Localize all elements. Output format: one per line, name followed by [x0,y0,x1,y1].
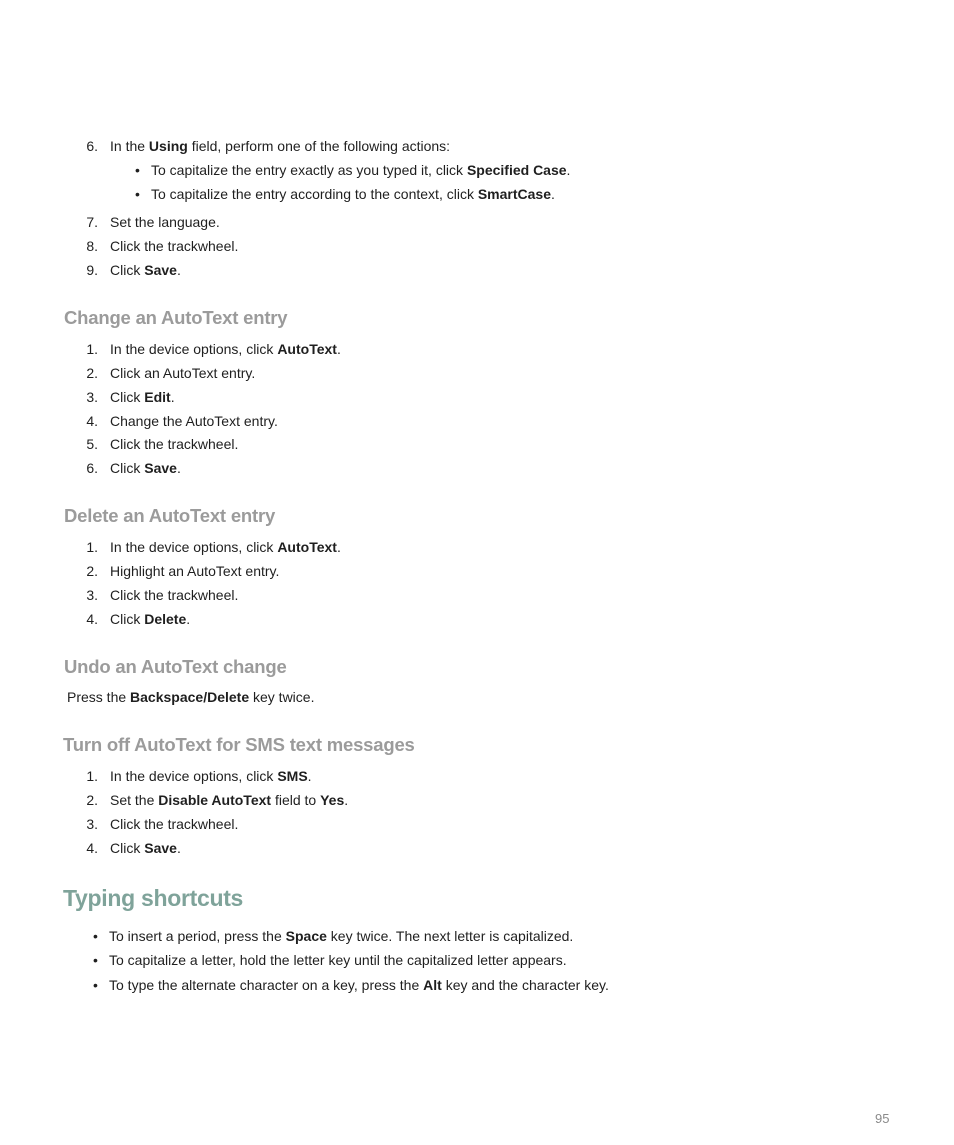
page-number: 95 [875,1111,890,1126]
bullet-text: To capitalize the entry according to the context, click SmartCase. [151,186,555,202]
step-text: Click Save. [110,262,181,278]
step-number: 1. [86,539,98,555]
bullet-marker: • [93,928,98,944]
section-heading-delete: Delete an AutoText entry [64,505,276,526]
bullet-marker: • [93,977,98,993]
step-number: 2. [86,563,98,579]
step-text: Change the AutoText entry. [110,413,278,429]
step-text: Click an AutoText entry. [110,365,256,381]
section-heading-change: Change an AutoText entry [64,307,288,328]
step-text: Click the trackwheel. [110,238,239,254]
bullet-marker: • [93,952,98,968]
step-text: Click Save. [110,840,181,856]
step-number: 4. [86,611,98,627]
step-number: 2. [86,365,98,381]
step-text: Click the trackwheel. [110,587,239,603]
bullet-text: To type the alternate character on a key, press the Alt key and the character key. [109,977,609,993]
step-text: Click the trackwheel. [110,436,239,452]
bullet-marker: • [135,186,140,202]
step-number: 7. [86,214,98,230]
step-text: Highlight an AutoText entry. [110,563,280,579]
step-text: In the Using field, perform one of the following actions: [110,138,451,154]
step-number: 8. [86,238,98,254]
section-heading-sms: Turn off AutoText for SMS text messages [63,734,415,755]
step-text: Set the Disable AutoText field to Yes. [110,792,349,808]
step-text: In the device options, click AutoText. [110,539,341,555]
section-heading-undo: Undo an AutoText change [64,656,287,677]
step-number: 4. [86,413,98,429]
step-number: 4. [86,840,98,856]
step-text: Click Edit. [110,389,175,405]
step-number: 3. [86,587,98,603]
step-number: 5. [86,436,98,452]
step-text: Set the language. [110,214,220,230]
step-number: 6. [86,138,98,154]
step-number: 3. [86,816,98,832]
step-text: Click the trackwheel. [110,816,239,832]
step-text: In the device options, click AutoText. [110,341,341,357]
undo-instruction: Press the Backspace/Delete key twice. [67,689,315,705]
bullet-text: To insert a period, press the Space key twice. The next letter is capitalized. [109,928,574,944]
bullet-marker: • [135,162,140,178]
section-heading-typing-shortcuts: Typing shortcuts [63,885,244,911]
step-number: 1. [86,341,98,357]
bullet-text: To capitalize the entry exactly as you typed it, click Specified Case. [151,162,571,178]
step-number: 1. [86,768,98,784]
step-number: 3. [86,389,98,405]
step-number: 2. [86,792,98,808]
step-text: Click Save. [110,460,181,476]
step-number: 6. [86,460,98,476]
bullet-text: To capitalize a letter, hold the letter key until the capitalized letter appears. [109,952,567,968]
step-text: Click Delete. [110,611,191,627]
step-text: In the device options, click SMS. [110,768,312,784]
step-number: 9. [86,262,98,278]
